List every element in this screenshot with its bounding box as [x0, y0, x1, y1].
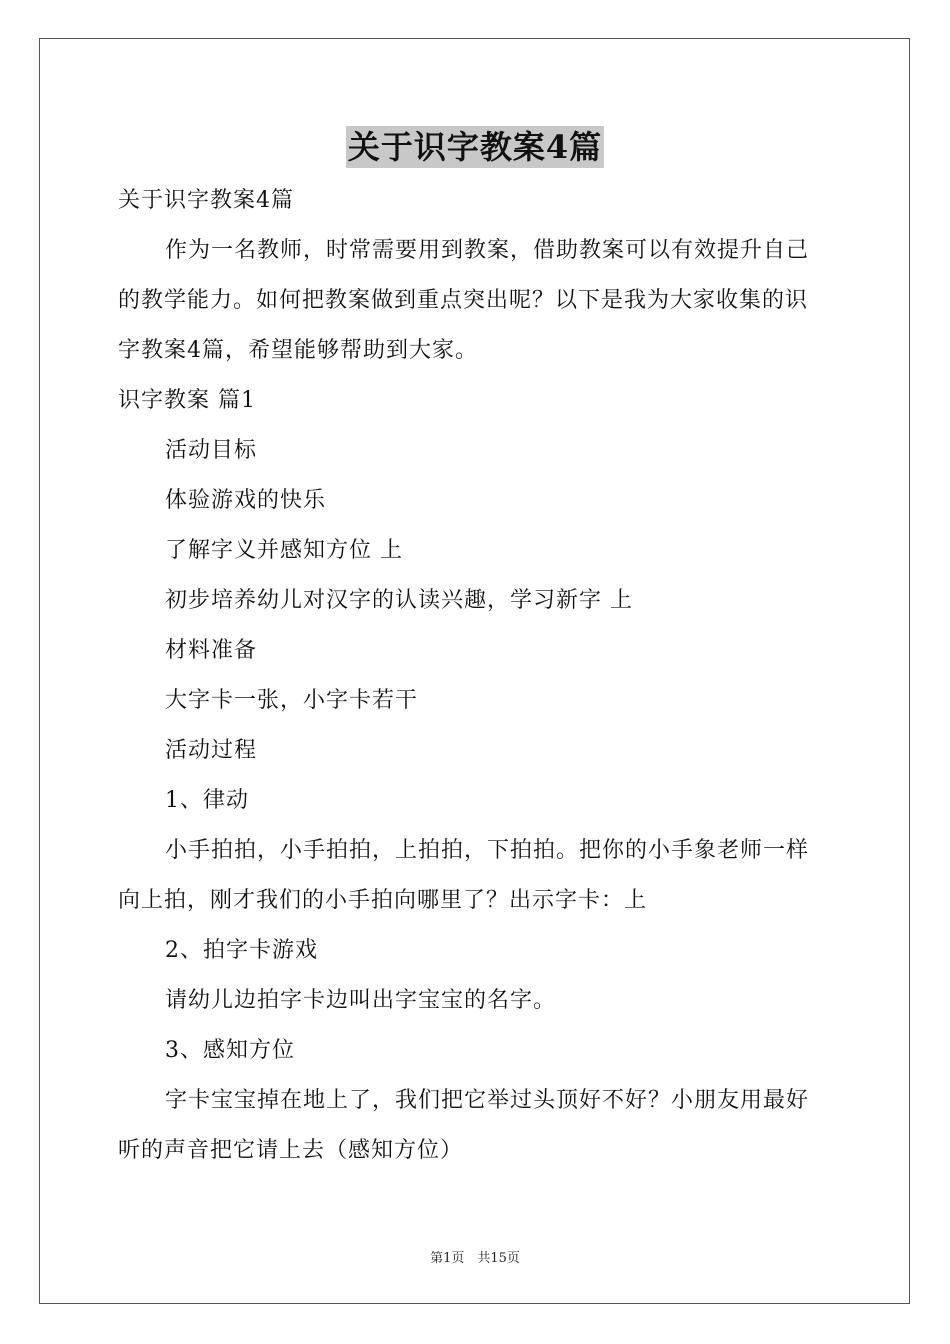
document-title: 关于识字教案4篇: [347, 128, 603, 166]
text-line: 初步培养幼儿对汉字的认读兴趣，学习新字 上: [165, 588, 633, 613]
text-line: 活动过程: [165, 738, 258, 763]
text-line: 活动目标: [165, 438, 258, 463]
text-line: 2、拍字卡游戏: [165, 938, 318, 963]
text-line: 体验游戏的快乐: [165, 488, 327, 513]
text-line: 材料准备: [165, 638, 258, 663]
text-line: 了解字义并感知方位 上: [165, 538, 403, 563]
text-line: 听的声音把它请上去（感知方位）: [118, 1138, 464, 1163]
text-line: 字教案4篇，希望能够帮助到大家。: [118, 338, 478, 363]
text-line: 3、感知方位: [165, 1038, 295, 1063]
text-line: 小手拍拍，小手拍拍，上拍拍，下拍拍。把你的小手象老师一样: [165, 838, 810, 863]
text-line: 识字教案 篇1: [118, 388, 256, 413]
text-line: 字卡宝宝掉在地上了，我们把它举过头顶好不好？小朋友用最好: [165, 1088, 810, 1113]
text-line: 关于识字教案4篇: [118, 188, 294, 213]
text-line: 请幼儿边拍字卡边叫出字宝宝的名字。: [165, 988, 557, 1013]
text-line: 作为一名教师，时常需要用到教案，借助教案可以有效提升自己: [165, 238, 810, 263]
text-line: 向上拍，刚才我们的小手拍向哪里了？出示字卡：上: [118, 888, 648, 913]
text-line: 的教学能力。如何把教案做到重点突出呢？以下是我为大家收集的识: [118, 288, 809, 313]
document-body: [118, 176, 834, 1176]
title-container: [0, 126, 950, 168]
text-line: 大字卡一张，小字卡若干: [165, 688, 419, 713]
page-footer: 第1页 共15页: [430, 1251, 520, 1266]
text-line: 1、律动: [165, 788, 249, 813]
